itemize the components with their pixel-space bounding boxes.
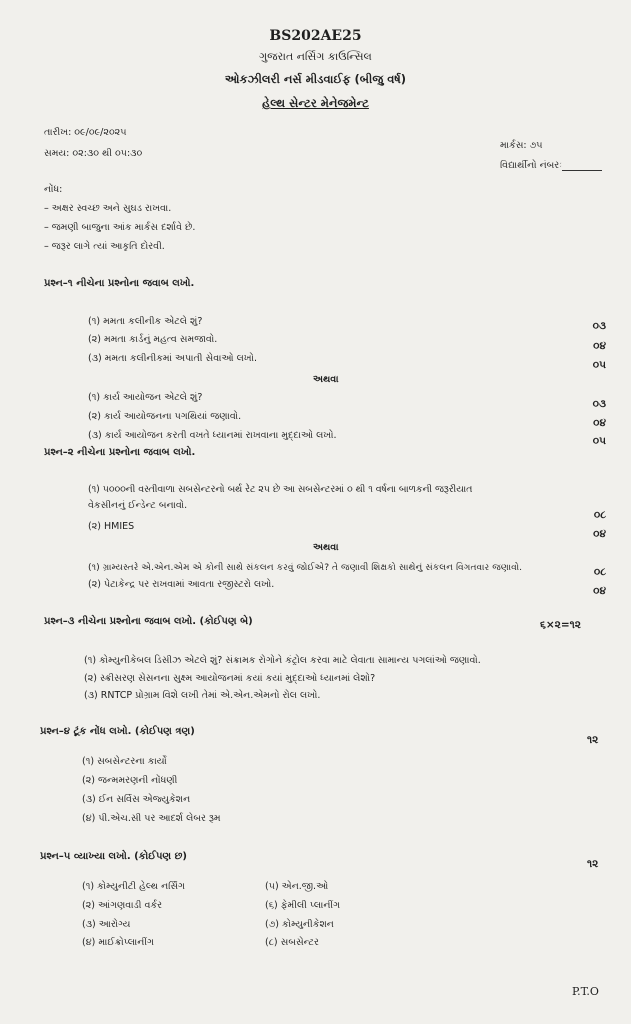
q3-item-1: (૧) કોમ્યુનીકેબલ ડિસીઝ એટલે શું? સંક્રામક રોગોને કંટ્રોલ કરવા માટે લેવાતા સામાન્ય પગલાંઓ જણાવો. [84,655,481,666]
q2-marks-2: ૦૪ [593,528,606,540]
note-item: – અક્ષર સ્વચ્છ અને સુઘડ રાખવા. [44,203,172,214]
q5-title: પ્રશ્ન–૫ વ્યાખ્યા લખો. (કોઈપણ છ) [40,851,187,862]
q1a-item-1: (૧) મમતા કલીનીક એટલે શું? [88,316,203,327]
q2-alt-item-2: (૨) પેટાકેન્દ્ર પર રાખવામાં આવતા રજીસ્ટરો લખો. [88,579,275,590]
total-marks: માર્કસ: ૭૫ [500,140,543,151]
exam-date: તારીખ: ૦૯/૦૯/૨૦૨૫ [44,127,127,138]
q2-marks-1: ૦૮ [593,509,606,521]
q2-alt-marks-2: ૦૪ [593,585,606,597]
q4-item-4: (૪) પી.એચ.સી પર આદર્શ લેબર રૂમ [82,813,221,824]
q5-marks: ૧૨ [587,858,599,870]
paper-code: BS202AE25 [269,28,362,44]
q4-item-2: (૨) જન્મમરણની નોંધણી [82,775,178,786]
q1a-marks-2: ૦૪ [593,340,606,352]
q3-marks: ૬×૨=૧૨ [540,619,581,631]
q5-item-7: (૭) કોમ્યુનીકેશન [265,919,334,930]
q3-item-3: (૩) RNTCP પ્રોગ્રામ વિશે લખી તેમાં એ.એન.એમનો રોલ લખો. [84,690,321,701]
q1b-marks-3: ૦૫ [592,435,606,447]
q2-alt-marks-1: ૦૮ [593,566,606,578]
q4-item-3: (૩) ઈન સર્વિસ એજ્યુકેશન [82,794,191,805]
q3-item-2: (૨) સ્ક્રીસરણ સેસનના સુક્ષ્મ આયોજનમાં કયાં કયાં મુદ્દાઓ ધ્યાનમાં લેશો? [84,673,376,684]
q2-or: અથવા [313,542,339,553]
course-title: ઓકઝીલરી નર્સ મીડવાઈફ (બીજુ વર્ષ) [224,72,407,86]
student-number-label: વિદ્યાર્થીનો નંબરઃ [500,160,562,171]
q5-item-1: (૧) કોમ્યુનીટી હેલ્થ નર્સિંગ [82,881,185,892]
q5-item-5: (૫) એન.જી.ઓ [265,881,329,892]
q1b-marks-1: ૦૩ [592,398,606,410]
q3-title: પ્રશ્ન–૩ નીચેના પ્રશ્નોના જવાબ લખો. (કોઈપણ બે) [44,616,253,627]
q5-item-8: (૮) સબસેન્ટર [265,937,319,948]
q2-item-1-line2: વેકસીનનું ઈન્ડેન્ટ બનાવો. [88,500,188,511]
q1a-item-3: (૩) મમતા કલીનીકમાં અપાતી સેવાઓ લખો. [88,353,257,364]
q1a-marks-1: ૦૩ [592,320,606,332]
q4-item-1: (૧) સબસેન્ટરના કાર્યો [82,756,167,767]
q1a-marks-3: ૦૫ [592,359,606,371]
q5-item-3: (૩) આરોગ્ય [82,919,131,930]
note-item: – જરૂર લાગે ત્યાં આકૃતિ દોરવી. [44,241,165,252]
q2-item-1-line1: (૧) ૫૦૦૦ની વસ્તીવાળા સબસેન્ટરનો બર્થ રેટ ૨૫ છે આ સબસેન્ટરમાં ૦ થી ૧ વર્ષના બાળકની જરૂરીયાત [88,484,473,495]
q1b-item-1: (૧) કાર્ય આયોજન એટલે શું? [88,392,203,403]
exam-time: સમય: ૦૨:૩૦ થી ૦૫:૩૦ [44,148,143,159]
q5-item-2: (૨) આંગણવાડી વર્કર [82,900,163,911]
q1-or: અથવા [313,374,339,385]
q2-title: પ્રશ્ન–૨ નીચેના પ્રશ્નોના જવાબ લખો. [44,447,196,458]
notes-title: નોંધ: [44,184,63,195]
q5-item-6: (૬) ફેમીલી પ્લાનીંગ [265,900,341,911]
student-number [500,160,602,171]
q4-marks: ૧૨ [587,734,599,746]
q1b-marks-2: ૦૪ [593,417,606,429]
q1b-item-2: (૨) કાર્ય આયોજનના પગથિયાં જણાવો. [88,411,242,422]
note-item: – જમણી બાજુના આંક માર્કસ દર્શાવે છે. [44,222,196,233]
q1b-item-3: (૩) કાર્ય આયોજન કરતી વખતે ધ્યાનમાં રાખવાના મુદ્દાઓ લખો. [88,430,337,441]
q1-title: પ્રશ્ન–૧ નીચેના પ્રશ્નોના જવાબ લખો. [44,278,195,289]
council-name: ગુજરાત નર્સિંગ કાઉન્સિલ [259,50,372,63]
subject-title-text: હેલ્થ સેન્ટર મેનેજમેન્ટ [262,96,369,110]
q2-item-2: (૨) HMIES [88,521,135,532]
subject-title [0,96,631,111]
student-number-blank [562,161,602,171]
pto-label: P.T.O [572,985,599,998]
q2-alt-item-1: (૧) ગ્રામ્યસ્તરે એ.એન.એમ એ કોની સાથે સંકલન કરવું જોઈએ? તે જણાવી શિક્ષકો સાથેનું સંકલન વિગતવાર જણાવો. [88,562,523,573]
q5-item-4: (૪) માઈક્રોપ્લાનીંગ [82,937,154,948]
q4-title: પ્રશ્ન–૪ ટૂંક નોંધ લખો. (કોઈપણ ત્રણ) [40,726,195,737]
q1a-item-2: (૨) મમતા કાર્ડનું મહત્વ સમજાવો. [88,334,218,345]
